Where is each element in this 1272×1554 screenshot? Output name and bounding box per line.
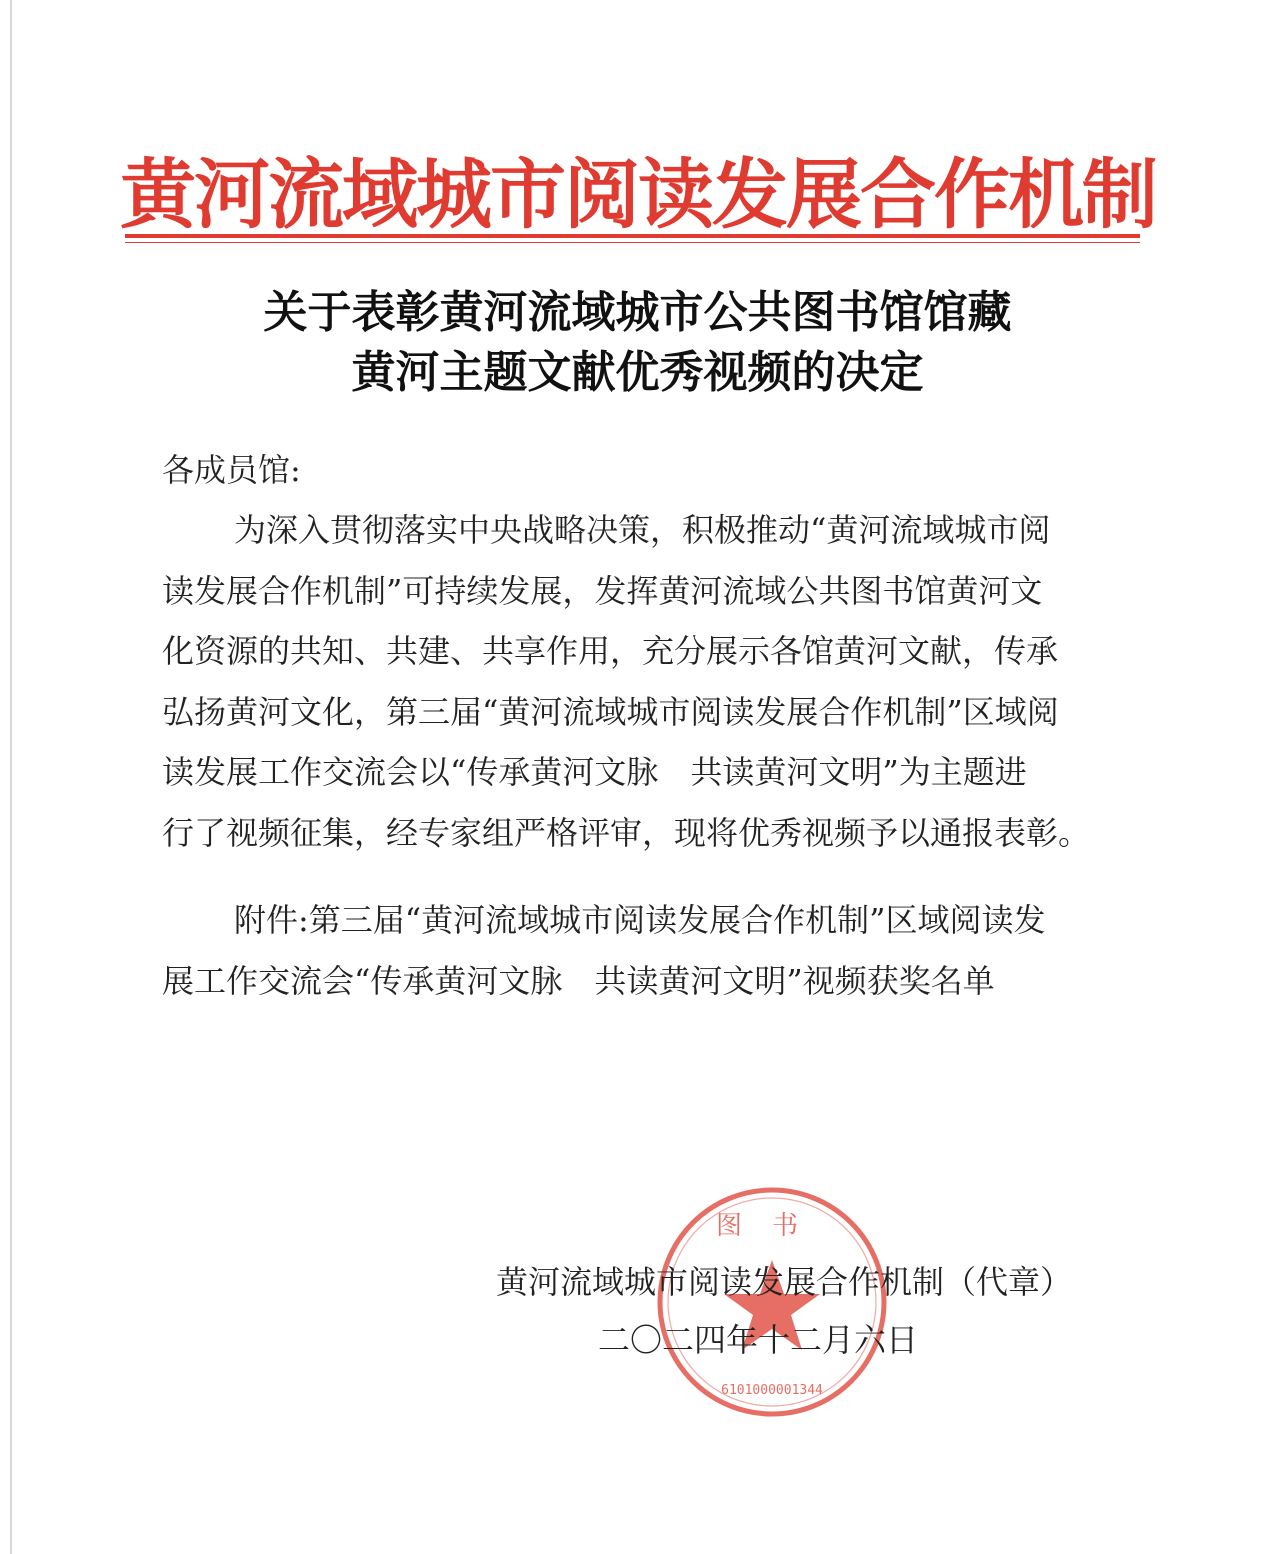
body-line: 化资源的共知、共建、共享作用，充分展示各馆黄河文献，传承: [162, 632, 1059, 670]
masthead-title: 黄河流域城市阅读发展合作机制: [120, 150, 1156, 239]
attachment-line: 展工作交流会“传承黄河文脉 共读黄河文明”视频获奖名单: [162, 961, 995, 1000]
masthead-rule-thin: [125, 242, 1140, 243]
attachment-note: [162, 890, 1112, 1011]
signature-line: 黄河流域城市阅读发展合作机制（代章）: [496, 1263, 1073, 1301]
document-title: [150, 283, 1125, 403]
body-line: 读发展工作交流会以“传承黄河文脉 共读黄河文明”为主题进: [162, 753, 1027, 791]
body-line: 行了视频征集，经专家组严格评审，现将优秀视频予以通报表彰。: [162, 813, 1091, 852]
date-line: 二〇二四年十二月六日: [598, 1321, 919, 1359]
masthead-rule: [125, 234, 1140, 238]
title-line-1: 关于表彰黄河流域城市公共图书馆馆藏: [263, 287, 1012, 338]
attachment-line: 附件:第三届“黄河流域城市阅读发展合作机制”区域阅读发: [234, 901, 1046, 939]
body-line: 弘扬黄河文化，第三届“黄河流域城市阅读发展合作机制”区域阅: [162, 692, 1059, 731]
body-paragraph: [162, 500, 1112, 863]
page-edge: [10, 0, 12, 1554]
seal-serial: 6101000001344: [721, 1383, 823, 1398]
body-line: 读发展合作机制”可持续发展，发挥黄河流域公共图书馆黄河文: [162, 571, 1043, 610]
title-line-2: 黄河主题文献优秀视频的决定: [351, 347, 924, 398]
salutation: 各成员馆:: [162, 451, 301, 489]
seal-top-chars: 图书: [715, 1211, 829, 1241]
body-line: 为深入贯彻落实中央战略决策，积极推动“黄河流域城市阅: [234, 511, 1051, 549]
